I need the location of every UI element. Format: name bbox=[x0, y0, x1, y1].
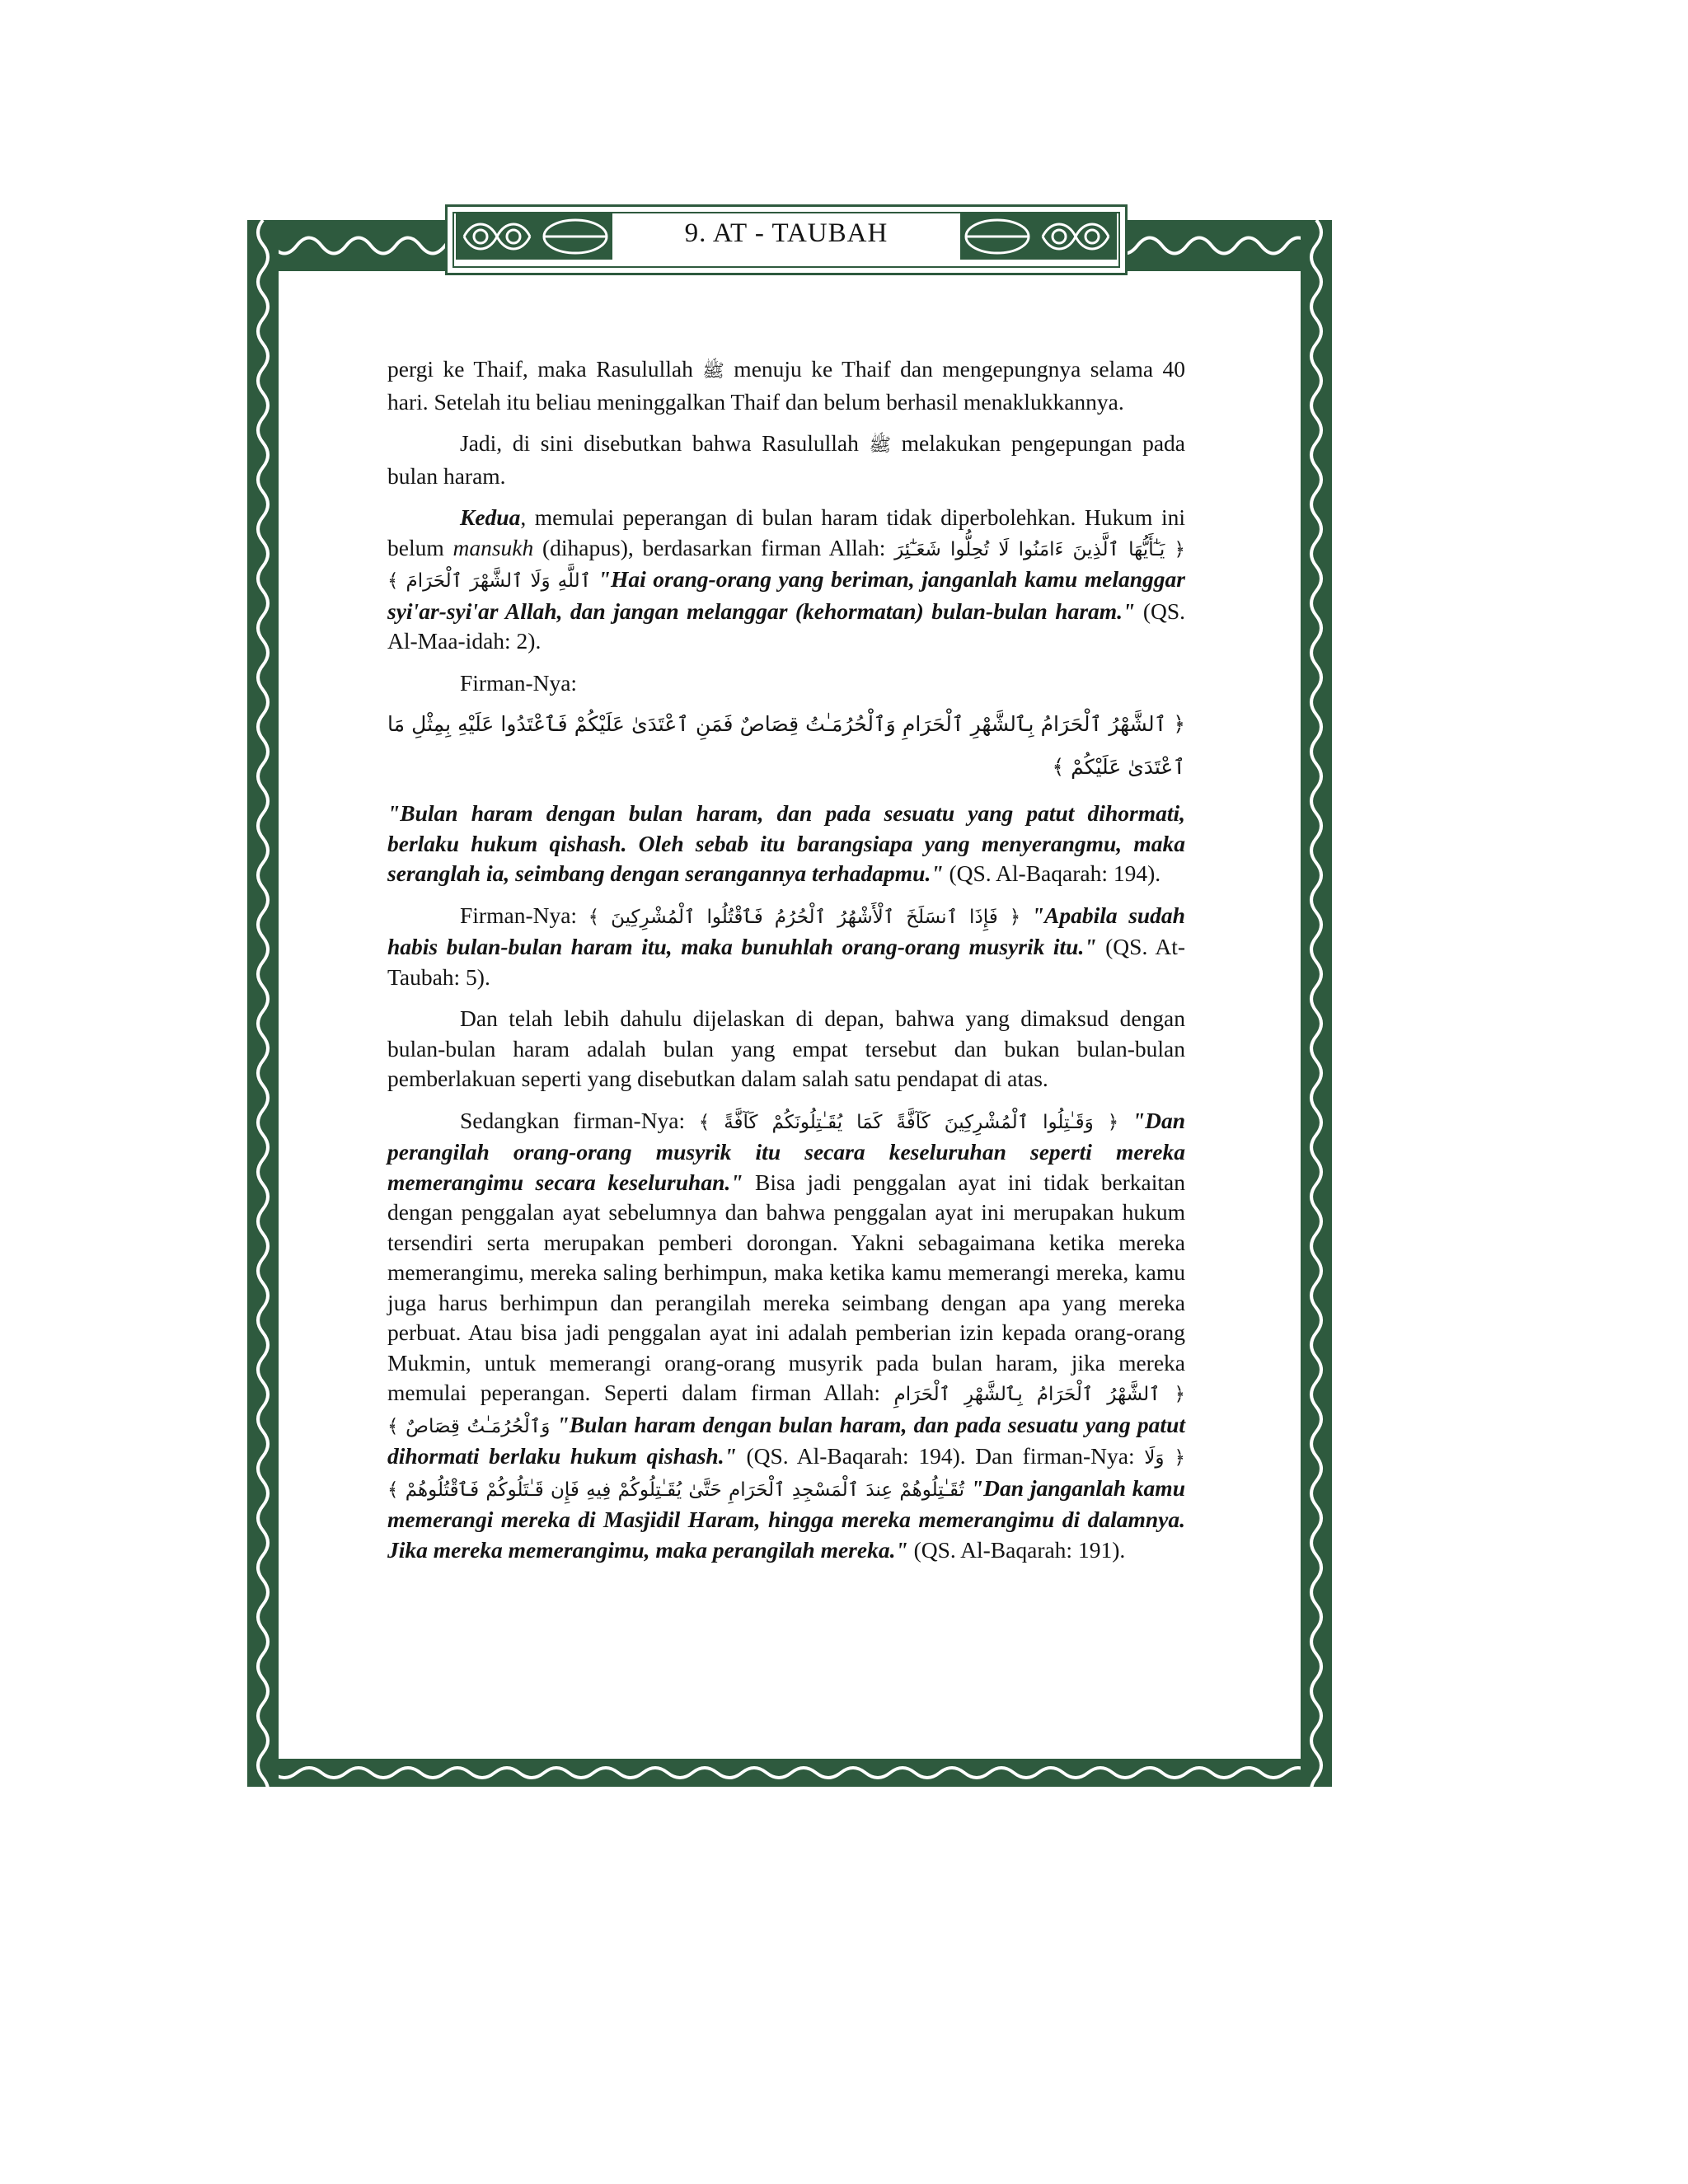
wave-scroll-pattern-icon bbox=[247, 1759, 1332, 1787]
verse-translation: "Dan perangilah orang-orang musyrik itu secara keseluruhan seperti mereka memerangimu secara keseluruhan." bbox=[387, 1107, 1186, 1195]
paragraph-7: Sedangkan firman-Nya: ﴿ وَقَـٰتِلُوا ٱلْمُشْرِكِينَ كَآفَّةً كَمَا يُقَـٰتِلُونَكُمْ كَآفَّةً ﴾ "Dan perangilah orang-orang musyrik itu secara keseluruhan seperti mereka memerangimu secara keseluruhan." Bisa jadi penggalan ayat ini tidak berkaitan dengan penggalan ayat sebelumnya dan bahwa penggalan ayat ini merupakan hukum tersendiri serta merupakan pemberi dorongan. Yakni sebagaimana ketika mereka memerangimu, mereka saling berhimpun, maka ketika kamu memerangi mereka, kamu juga harus berhimpun dan perangilah mereka seimbang dengan apa yang mereka perbuat. Atau bisa jadi penggalan ayat ini adalah pemberian izin kepada orang-orang Mukmin, untuk memerangi orang-orang musyrik pada bulan haram, jika mereka memulai peperangan. Seperti dalam firman Allah: ﴿ ٱلشَّهْرُ ٱلْحَرَامُ بِٱلشَّهْرِ ٱلْحَرَامِ وَٱلْحُرُمَـٰتُ قِصَاصٌ ﴾ "Bulan haram dengan bulan haram, dan pada sesuatu yang patut dihormati berlaku hukum qishash." (QS. Al-Baqarah: 194). Dan firman-Nya: ﴿ وَلَا تُقَـٰتِلُوهُمْ عِندَ ٱلْمَسْجِدِ ٱلْحَرَامِ حَتَّىٰ يُقَـٰتِلُوكُمْ فِيهِ فَإِن قَـٰتَلُوكُمْ فَٱقْتُلُوهُمْ ﴾ "Dan janganlah kamu memerangi mereka di Masjidil Haram, hingga mereka memerangimu di dalamnya. Jika mereka memerangimu, maka perangilah mereka." (QS. Al-Baqarah: 191). bbox=[387, 1107, 1186, 1563]
chapter-title: 9. AT - TAUBAH bbox=[684, 218, 889, 248]
arabic-verse: ﴿ فَإِذَا ٱنسَلَخَ ٱلْأَشْهُرُ ٱلْحُرُمُ فَٱقْتُلُوا ٱلْمُشْرِكِينَ ﴾ bbox=[588, 906, 1021, 928]
arabic-verse-block: ﴿ ٱلشَّهْرُ ٱلْحَرَامُ بِٱلشَّهْرِ ٱلْحَرَامِ وَٱلْحُرُمَـٰتُ قِصَاصٌ فَمَنِ ٱعْتَدَىٰ عَلَيْكُمْ فَٱعْتَدُوا عَلَيْهِ بِمِثْلِ مَا ٱعْتَدَىٰ عَلَيْكُمْ ﴾ bbox=[387, 712, 1185, 779]
verse-reference: (QS. At-Taubah: 5). bbox=[387, 934, 1185, 990]
left-border bbox=[247, 220, 279, 1787]
verse-translation: "Apabila sudah habis bulan-bulan haram itu, maka bunuhlah orang-orang musyrik itu." bbox=[387, 902, 1185, 959]
paragraph-5: Firman-Nya: ﴿ فَإِذَا ٱنسَلَخَ ٱلْأَشْهُرُ ٱلْحُرُمُ فَٱقْتُلُوا ٱلْمُشْرِكِينَ ﴾ "Apabila sudah habis bulan-bulan haram itu, maka bunuhlah orang-orang musyrik itu." (QS. At-Taubah: 5). bbox=[387, 902, 1185, 990]
wave-scroll-pattern-icon bbox=[1301, 220, 1332, 1787]
saw-symbol-icon: ﷺ bbox=[702, 361, 724, 382]
verse-translation: "Dan janganlah kamu memerangi mereka di Masjidil Haram, hingga mereka memerangimu di dalamnya. Jika mereka memerangimu, maka perangilah mereka." bbox=[387, 1474, 1185, 1563]
saw-symbol-icon: ﷺ bbox=[869, 435, 892, 456]
arabesque-ornament-icon bbox=[456, 213, 612, 260]
arabic-verse: ﴿ ٱلشَّهْرُ ٱلْحَرَامُ بِٱلشَّهْرِ ٱلْحَرَامِ وَٱلْحُرُمَـٰتُ قِصَاصٌ ﴾ bbox=[387, 1384, 1186, 1437]
arabic-verse: ﴿ يَـٰٓأَيُّهَا ٱلَّذِينَ ءَامَنُوا لَا تُحِلُّوا شَعَـٰٓئِرَ ٱللَّهِ وَلَا ٱلشَّهْرَ ٱلْحَرَامَ ﴾ bbox=[387, 538, 1185, 592]
paragraph-2: Jadi, di sini disebutkan bahwa Rasulullah ﷺ melakukan pengepungan pada bulan haram. bbox=[387, 430, 1185, 489]
body-text bbox=[387, 354, 1185, 1577]
chapter-header bbox=[445, 204, 1128, 275]
arabic-verse: ﴿ وَلَا تُقَـٰتِلُوهُمْ عِندَ ٱلْمَسْجِدِ ٱلْحَرَامِ حَتَّىٰ يُقَـٰتِلُوكُمْ فِيهِ فَإِن قَـٰتَلُوكُمْ فَٱقْتُلُوهُمْ ﴾ bbox=[387, 1447, 1186, 1501]
verse-reference: (QS. Al-Maa-idah: 2). bbox=[387, 598, 1186, 654]
verse-translation: "Hai orang-orang yang beriman, janganlah kamu melanggar syi'ar-syi'ar Allah, dan jangan melanggar (kehormatan) bulan-bulan haram." bbox=[387, 566, 1185, 624]
arabic-verse: ﴿ وَقَـٰتِلُوا ٱلْمُشْرِكِينَ كَآفَّةً كَمَا يُقَـٰتِلُونَكُمْ كَآفَّةً ﴾ bbox=[698, 1111, 1119, 1133]
verse-reference: (QS. Al-Baqarah: 194). bbox=[943, 860, 1161, 886]
paragraph-6: Dan telah lebih dahulu dijelaskan di depan, bahwa yang dimaksud dengan bulan-bulan haram adalah bulan yang empat tersebut dan bukan bulan-bulan pemberlakuan seperti yang disebutkan dalam salah satu pendapat di atas. bbox=[387, 1005, 1185, 1091]
paragraph-1: pergi ke Thaif, maka Rasulullah ﷺ menuju ke Thaif dan mengepungnya selama 40 hari. Setelah itu beliau meninggalkan Thaif dan belum berhasil menaklukkannya. bbox=[387, 356, 1186, 415]
wave-scroll-pattern-icon bbox=[247, 220, 279, 1787]
verse-reference: (QS. Al-Baqarah: 191). bbox=[907, 1536, 1126, 1563]
verse-translation: "Bulan haram dengan bulan haram, dan pada sesuatu yang patut dihormati, berlaku hukum qishash. Oleh sebab itu barangsiapa yang menyerangmu, maka seranglah ia, seimbang dengan serangannya terhadapmu." bbox=[387, 800, 1185, 886]
paragraph-3: Kedua, memulai peperangan di bulan haram tidak diperbolehkan. Hukum ini belum mansukh (dihapus), berdasarkan firman Allah: ﴿ يَـٰٓأَيُّهَا ٱلَّذِينَ ءَامَنُوا لَا تُحِلُّوا شَعَـٰٓئِرَ ٱللَّهِ وَلَا ٱلشَّهْرَ ٱلْحَرَامَ ﴾ "Hai orang-orang yang beriman, janganlah kamu melanggar syi'ar-syi'ar Allah, dan jangan melanggar (kehormatan) bulan-bulan haram." (QS. Al-Maa-idah: 2). bbox=[387, 504, 1186, 654]
paragraph-4 bbox=[387, 799, 1185, 889]
right-border bbox=[1301, 220, 1332, 1787]
arabesque-ornament-icon bbox=[960, 213, 1117, 260]
verse-translation: "Bulan haram dengan bulan haram, dan pada sesuatu yang patut dihormati berlaku hukum qishash." bbox=[387, 1411, 1186, 1469]
bottom-border bbox=[247, 1759, 1332, 1787]
paragraph-4-label: Firman-Nya: bbox=[460, 669, 578, 696]
